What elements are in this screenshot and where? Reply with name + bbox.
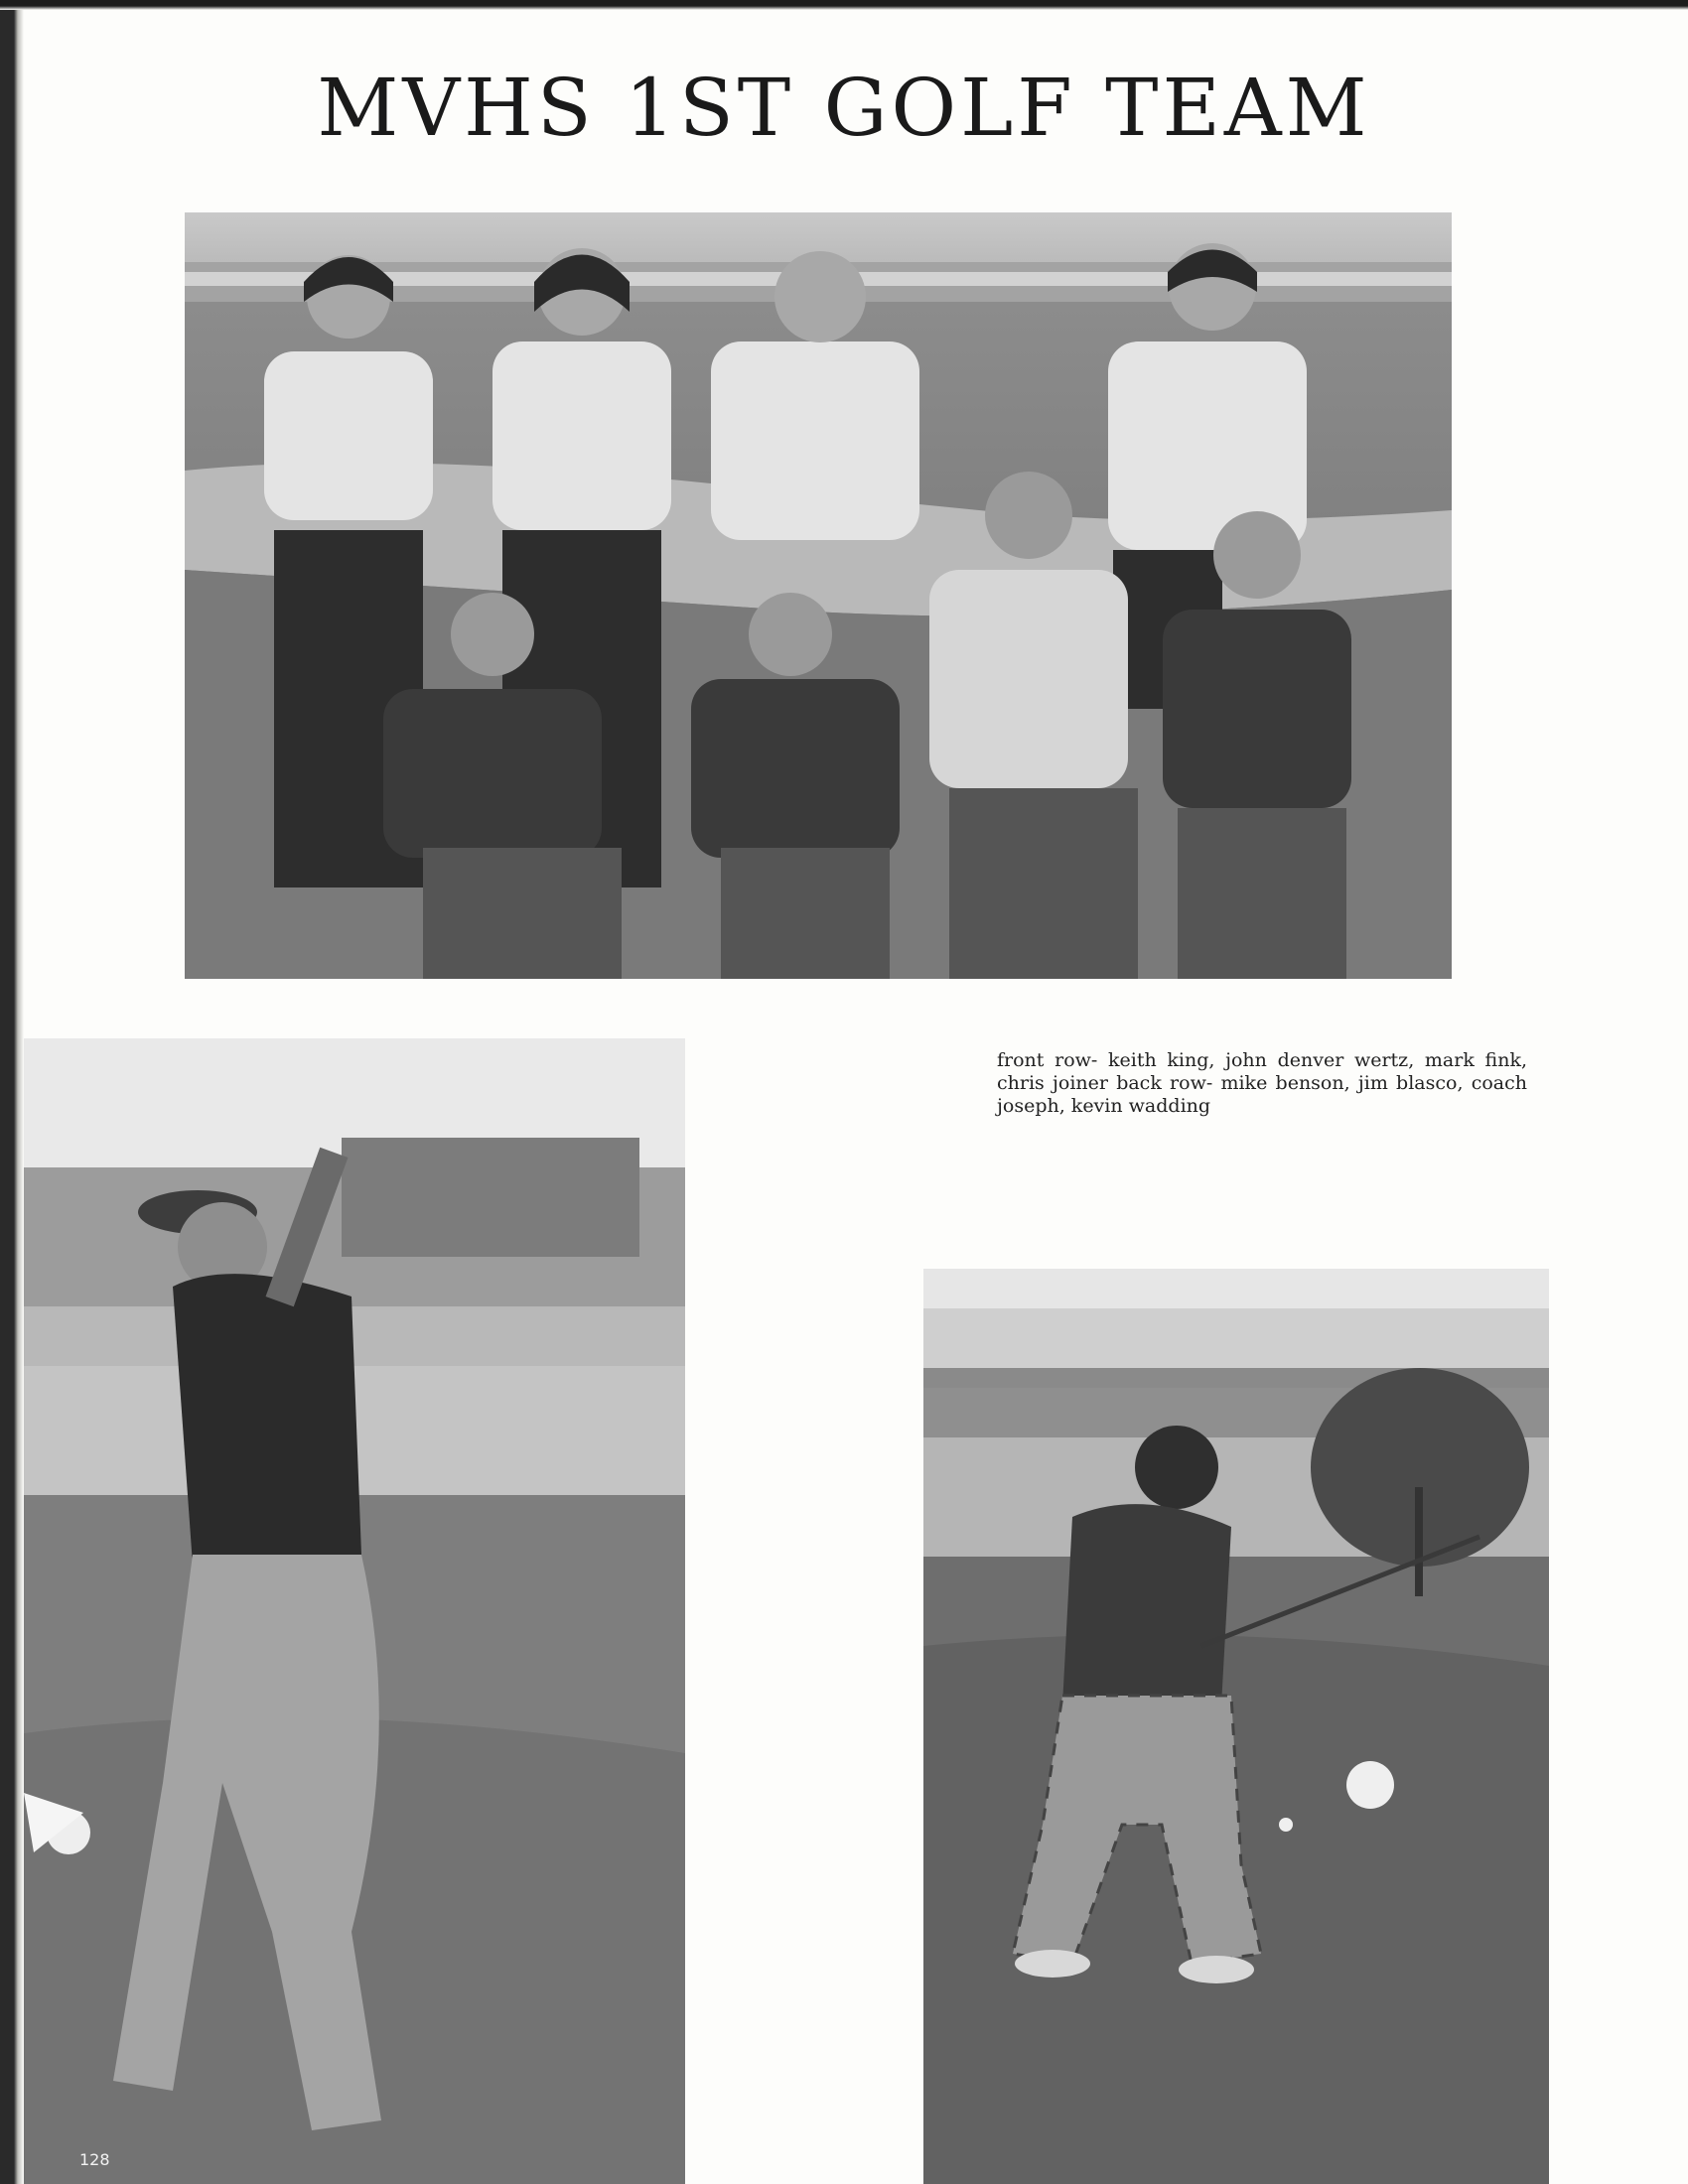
golfer-swing-photo bbox=[923, 1269, 1549, 2184]
top-edge bbox=[0, 0, 1688, 10]
golfer-follow-through-photo bbox=[24, 1038, 685, 2184]
team-group-photo bbox=[185, 212, 1452, 979]
team-roster-caption: front row- keith king, john denver wertz, mark fink, chris joiner back row- mike benson, jim blasco, coach joseph, kevin wadding bbox=[997, 1049, 1527, 1117]
binding-edge bbox=[0, 0, 24, 2184]
page-number: 128 bbox=[79, 2150, 110, 2169]
page-title: MVHS 1ST GOLF TEAM bbox=[317, 62, 1371, 154]
